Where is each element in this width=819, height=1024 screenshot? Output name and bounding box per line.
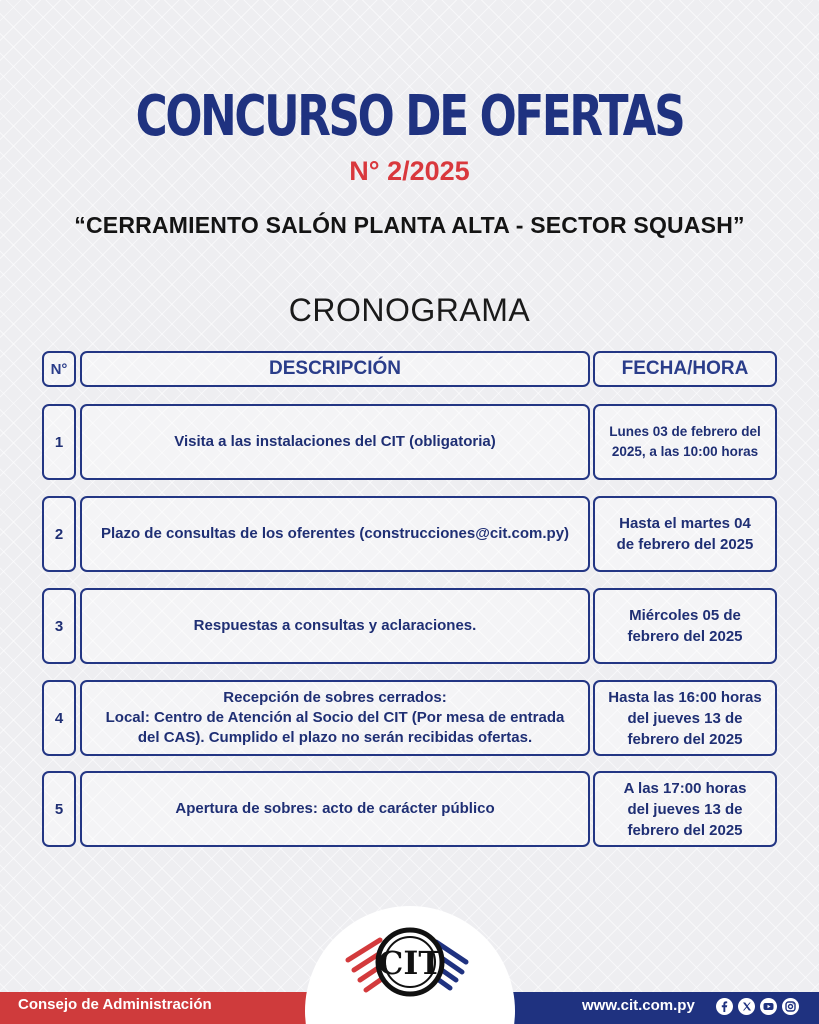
row-5-description [80,771,590,847]
row-3-date-line: Miércoles 05 de [629,607,741,624]
youtube-icon[interactable] [760,998,777,1015]
footer-left-bar [0,992,320,1024]
row-1-date-line: Lunes 03 de febrero del [609,424,761,439]
facebook-icon[interactable] [716,998,733,1015]
row-5-date [593,771,777,847]
row-2-description [80,496,590,572]
row-5-number: 5 [42,771,76,847]
row-1-description-line: Visita a las instalaciones del CIT (obligatoria) [174,433,496,450]
row-4-date [593,680,777,756]
row-4-description-line: Recepción de sobres cerrados: [223,689,447,706]
row-1-description [80,404,590,480]
row-1-number: 1 [42,404,76,480]
row-2-date [593,496,777,572]
footer-website-link[interactable]: www.cit.com.py [582,997,695,1014]
cit-logo [340,920,480,1000]
row-2-date-line: Hasta el martes 04 [619,515,751,532]
row-4-number: 4 [42,680,76,756]
row-2-date-line: de febrero del 2025 [616,536,754,553]
page-title: CONCURSO DE OFERTAS [135,84,684,149]
row-1-date-line: 2025, a las 10:00 horas [611,444,759,459]
row-5-date-line: del jueves 13 de [627,800,743,818]
row-4-description-line: Local: Centro de Atención al Socio del CIT (Por mesa de entrada [105,709,565,726]
row-3-description-line: Respuestas a consultas y aclaraciones. [193,617,477,634]
row-4-date-line: febrero del 2025 [627,730,743,748]
column-header-description: DESCRIPCIÓN [80,351,590,387]
row-2-description-line: Plazo de consultas de los oferentes (construcciones@cit.com.py) [100,525,570,542]
row-4-description [80,680,590,756]
row-4-description-line: del CAS). Cumplido el plazo no serán recibidas ofertas. [137,729,533,746]
row-4-date-line: Hasta las 16:00 horas [608,688,762,706]
row-3-description [80,588,590,664]
row-3-date-line: febrero del 2025 [627,628,743,645]
row-5-date-line: A las 17:00 horas [623,779,747,797]
row-1-date [593,404,777,480]
instagram-icon[interactable] [782,998,799,1015]
x-icon[interactable] [738,998,755,1015]
row-3-number: 3 [42,588,76,664]
row-4-date-line: del jueves 13 de [627,709,743,727]
logo-lettering: CIT [377,944,443,982]
tender-number: N° 2/2025 [349,156,470,186]
row-5-description-line: Apertura de sobres: acto de carácter público [175,800,495,817]
row-3-date [593,588,777,664]
footer-right-bar [512,992,819,1024]
footer-org-name: Consejo de Administración [18,996,212,1013]
row-5-date-line: febrero del 2025 [627,821,743,839]
column-header-number: N° [42,351,76,387]
column-header-date: FECHA/HORA [593,351,777,387]
section-title: CRONOGRAMA [288,292,531,328]
row-2-number: 2 [42,496,76,572]
project-name: “CERRAMIENTO SALÓN PLANTA ALTA - SECTOR SQUASH” [74,212,745,238]
